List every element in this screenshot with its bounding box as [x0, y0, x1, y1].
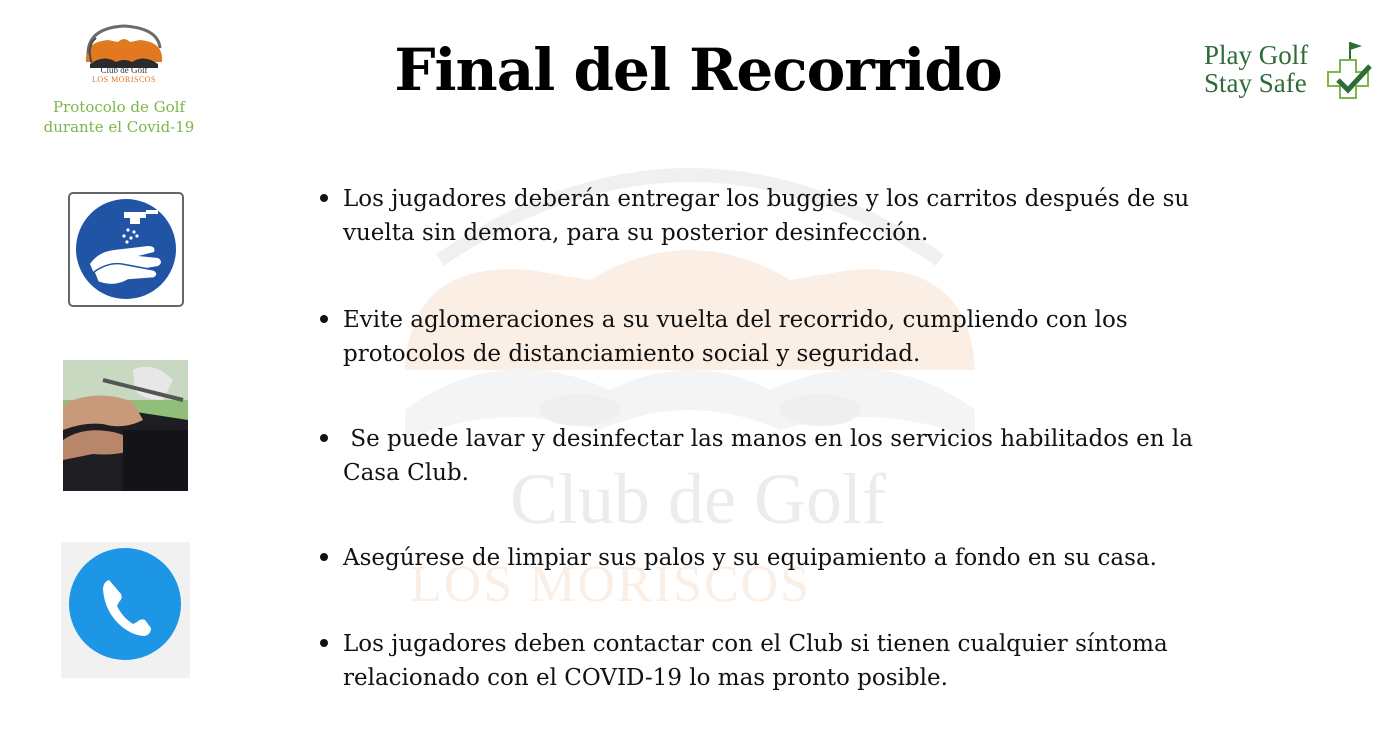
badge-line-1: Play Golf: [1204, 40, 1309, 70]
club-logo-subname: LOS MORISCOS: [91, 75, 156, 84]
bullet-dot: [320, 434, 328, 442]
medical-cross-check-icon: [1322, 40, 1374, 102]
watermark-club-subtext: LOS MORISCOS: [410, 556, 812, 613]
list-item-text: Los jugadores deberán entregar los buggies y los carritos después de su vuelta sin demora, para su posterior desinfección.: [343, 186, 1190, 246]
page-title: Final del Recorrido: [394, 36, 1002, 104]
list-item-text: Se puede lavar y desinfectar las manos en los servicios habilitados en la Casa Club.: [343, 426, 1201, 486]
play-golf-stay-safe-badge: [1204, 40, 1384, 110]
list-item-text: Asegúrese de limpiar sus palos y su equipamiento a fondo en su casa.: [343, 545, 1157, 571]
hand-washing-icon: [68, 192, 184, 307]
club-logo-name: Club de Golf: [100, 65, 148, 75]
list-item: [318, 627, 1218, 695]
phone-icon: [61, 542, 190, 678]
list-item-text: Evite aglomeraciones a su vuelta del recorrido, cumpliendo con los protocolos de distanciamiento social y seguridad.: [343, 307, 1128, 367]
phone-icon-tile: [61, 542, 190, 678]
protocol-line-2: durante el Covid-19: [43, 118, 195, 136]
list-item: [318, 422, 1218, 490]
bullet-dot: [320, 553, 328, 561]
golf-equipment-photo: [63, 360, 188, 491]
bullet-dot: [320, 315, 328, 323]
list-item-text: Los jugadores deben contactar con el Club si tienen cualquier síntoma relacionado con el COVID-19 lo mas pronto posible.: [343, 631, 1168, 691]
badge-line-2: Stay Safe: [1204, 68, 1307, 98]
list-item: [318, 182, 1218, 250]
protocol-caption: [14, 97, 224, 137]
list-item: [318, 541, 1218, 575]
list-item: [318, 303, 1218, 371]
protocol-line-1: Protocolo de Golf: [53, 98, 185, 116]
watermark-club-text: Club de Golf: [510, 459, 886, 539]
bullet-dot: [320, 194, 328, 202]
bullet-dot: [320, 639, 328, 647]
